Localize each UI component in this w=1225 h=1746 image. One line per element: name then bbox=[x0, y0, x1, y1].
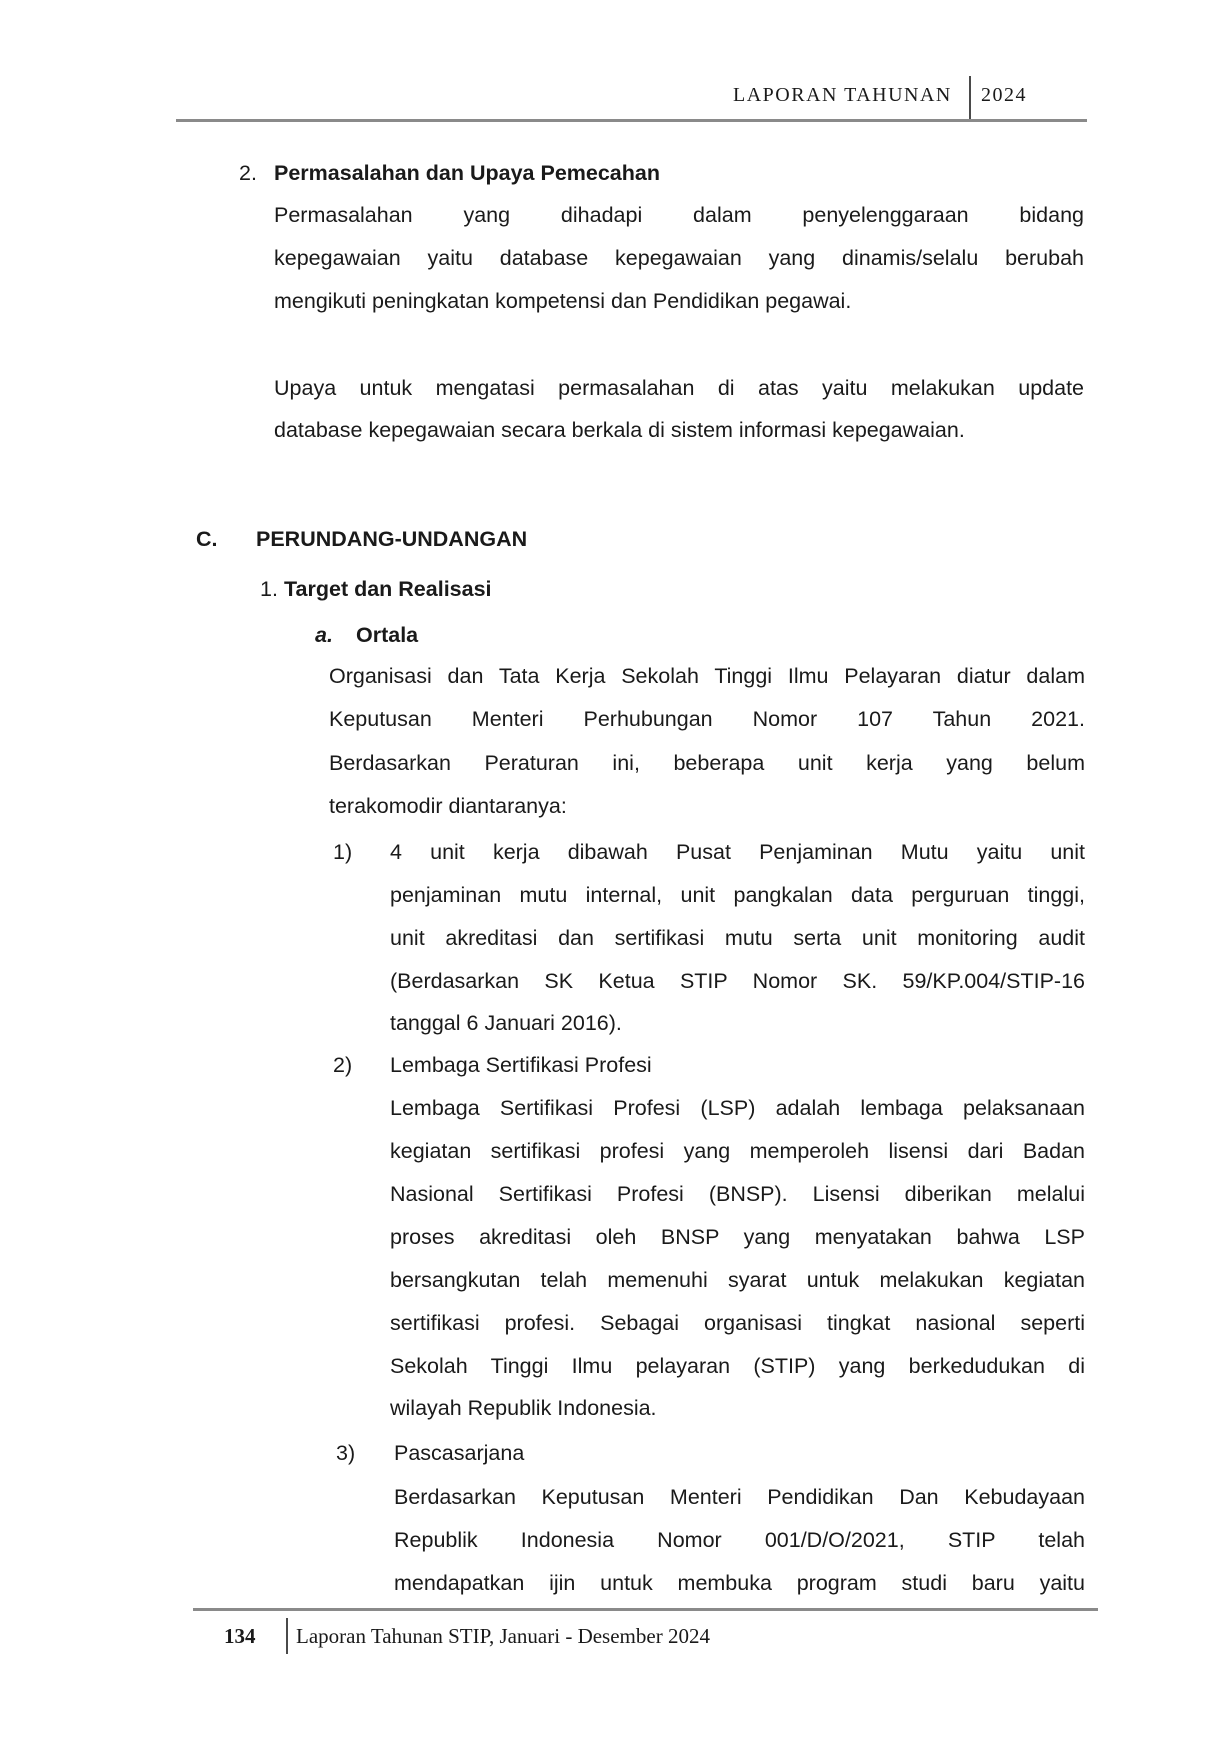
footer-divider bbox=[286, 1618, 288, 1654]
paragraph-line: Organisasi dan Tata Kerja Sekolah Tinggi Ilmu Pelayaran diatur dalam bbox=[329, 664, 1085, 688]
section-heading: PERUNDANG-UNDANGAN bbox=[256, 527, 528, 551]
list-item-line: (Berdasarkan SK Ketua STIP Nomor SK. 59/KP.004/STIP-16 bbox=[390, 969, 1085, 993]
list-item-line: Republik Indonesia Nomor 001/D/O/2021, STIP telah bbox=[394, 1528, 1085, 1552]
footer-text: Laporan Tahunan STIP, Januari - Desember 2024 bbox=[296, 1624, 710, 1648]
list-item-line: Nasional Sertifikasi Profesi (BNSP). Lisensi diberikan melalui bbox=[390, 1182, 1085, 1206]
list-item-line: Sekolah Tinggi Ilmu pelayaran (STIP) yang berkedudukan di bbox=[390, 1354, 1085, 1378]
list-item-line: sertifikasi profesi. Sebagai organisasi tingkat nasional seperti bbox=[390, 1311, 1085, 1335]
list-item-heading: Pascasarjana bbox=[394, 1441, 525, 1465]
paragraph-line: terakomodir diantaranya: bbox=[329, 794, 567, 818]
list-item-line: proses akreditasi oleh BNSP yang menyatakan bahwa LSP bbox=[390, 1225, 1085, 1249]
subsection-heading: Ortala bbox=[356, 623, 419, 647]
section-heading: Permasalahan dan Upaya Pemecahan bbox=[274, 161, 660, 185]
paragraph-line: database kepegawaian secara berkala di sistem informasi kepegawaian. bbox=[274, 418, 965, 442]
subsection-number: 1. bbox=[260, 577, 278, 601]
list-item-line: tanggal 6 Januari 2016). bbox=[390, 1011, 622, 1035]
list-item-line: penjaminan mutu internal, unit pangkalan data perguruan tinggi, bbox=[390, 883, 1085, 907]
list-item-heading: Lembaga Sertifikasi Profesi bbox=[390, 1053, 652, 1077]
list-item-line: kegiatan sertifikasi profesi yang memperoleh lisensi dari Badan bbox=[390, 1139, 1085, 1163]
running-header-year: 2024 bbox=[981, 84, 1027, 106]
footer-page-number: 134 bbox=[224, 1624, 256, 1648]
subsection-letter: a. bbox=[315, 623, 333, 647]
list-item-line: Berdasarkan Keputusan Menteri Pendidikan Dan Kebudayaan bbox=[394, 1485, 1085, 1509]
running-header-title: LAPORAN TAHUNAN bbox=[733, 84, 952, 106]
footer-rule bbox=[193, 1608, 1098, 1611]
paragraph-line: kepegawaian yaitu database kepegawaian yang dinamis/selalu berubah bbox=[274, 246, 1084, 270]
header-rule bbox=[176, 119, 1087, 122]
subsection-heading: Target dan Realisasi bbox=[284, 577, 492, 601]
paragraph-line: Permasalahan yang dihadapi dalam penyelenggaraan bidang bbox=[274, 203, 1084, 227]
list-item-line: wilayah Republik Indonesia. bbox=[390, 1396, 657, 1420]
list-item-line: Lembaga Sertifikasi Profesi (LSP) adalah lembaga pelaksanaan bbox=[390, 1096, 1085, 1120]
list-item-line: unit akreditasi dan sertifikasi mutu serta unit monitoring audit bbox=[390, 926, 1085, 950]
paragraph-line: mengikuti peningkatan kompetensi dan Pendidikan pegawai. bbox=[274, 289, 852, 313]
list-item-line: bersangkutan telah memenuhi syarat untuk melakukan kegiatan bbox=[390, 1268, 1085, 1292]
list-item-line: 4 unit kerja dibawah Pusat Penjaminan Mutu yaitu unit bbox=[390, 840, 1085, 864]
list-item-number: 1) bbox=[333, 840, 353, 864]
list-item-number: 3) bbox=[336, 1441, 356, 1465]
list-item-number: 2) bbox=[333, 1053, 353, 1077]
section-number: 2. bbox=[239, 161, 257, 185]
section-letter: C. bbox=[196, 527, 218, 551]
list-item-line: mendapatkan ijin untuk membuka program studi baru yaitu bbox=[394, 1571, 1085, 1595]
paragraph-line: Keputusan Menteri Perhubungan Nomor 107 Tahun 2021. bbox=[329, 707, 1085, 731]
paragraph-line: Upaya untuk mengatasi permasalahan di atas yaitu melakukan update bbox=[274, 376, 1084, 400]
paragraph-line: Berdasarkan Peraturan ini, beberapa unit kerja yang belum bbox=[329, 751, 1085, 775]
header-divider bbox=[969, 76, 971, 120]
